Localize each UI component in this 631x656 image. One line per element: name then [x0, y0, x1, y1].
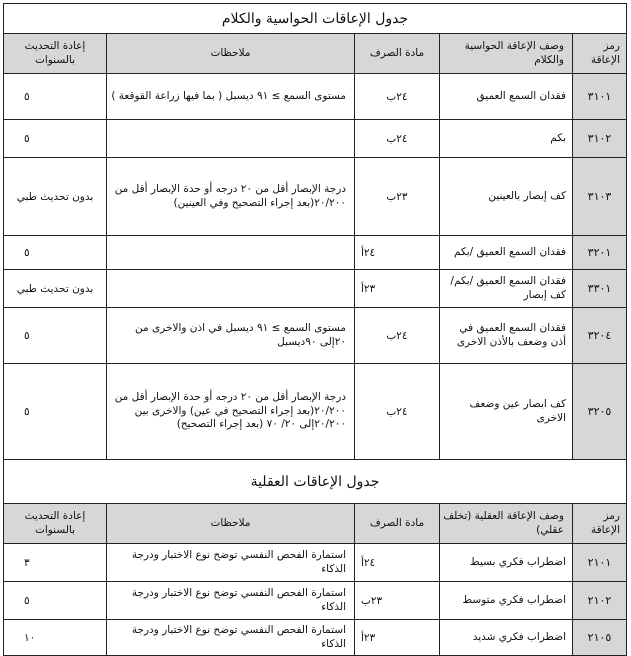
- notes: مستوى السمع ≥ ٩١ ديسبل ( بما فيها زراعة القوقعة ): [107, 74, 355, 120]
- table-row: [4, 308, 627, 364]
- disability-code: ٢١٠١: [573, 544, 627, 582]
- sensory-table-title: جدول الإعاقات الحواسية والكلام: [4, 4, 627, 34]
- header-description: وصف الإعاقة الحواسية والكلام: [440, 34, 573, 74]
- update-years: ٥: [4, 120, 107, 158]
- update-years: بدون تحديث طبي: [4, 158, 107, 236]
- disability-codes-sheet: [3, 3, 626, 656]
- table-row: [4, 364, 627, 460]
- table-row: [4, 582, 627, 620]
- notes: استمارة الفحص النفسي توضح نوع الاختبار ودرجة الذكاء: [107, 620, 355, 656]
- expense-code: ٢٤ب: [355, 308, 440, 364]
- table-row: [4, 74, 627, 120]
- header-expense: مادة الصرف: [355, 504, 440, 544]
- notes: درجة الإبصار أقل من ٢٠ درجه أو حدة الإبصار أقل من ٢٠/٢٠٠(بعد إجراء التصحيح وفي العينين): [107, 158, 355, 236]
- disability-description: فقدان السمع العميق: [440, 74, 573, 120]
- header-update: إعادة التحديث بالسنوات: [4, 34, 107, 74]
- mental-header-row: [4, 504, 627, 544]
- header-code: رمز الإعاقة: [573, 34, 627, 74]
- table-row: [4, 270, 627, 308]
- header-notes: ملاحظات: [107, 504, 355, 544]
- disability-code: ٣٢٠٤: [573, 308, 627, 364]
- disability-code: ٢١٠٥: [573, 620, 627, 656]
- header-notes: ملاحظات: [107, 34, 355, 74]
- table-row: [4, 236, 627, 270]
- disability-description: اضطراب فكري شديد: [440, 620, 573, 656]
- table-row: [4, 544, 627, 582]
- expense-code: ٢٤ب: [355, 74, 440, 120]
- mental-table-title: جدول الإعاقات العقلية: [4, 460, 627, 504]
- notes: استمارة الفحص النفسي توضح نوع الاختبار ودرجة الذكاء: [107, 544, 355, 582]
- table-row: [4, 620, 627, 656]
- expense-code: ٢٣ب: [355, 158, 440, 236]
- update-years: بدون تحديث طبي: [4, 270, 107, 308]
- update-years: ٣: [4, 544, 107, 582]
- update-years: ٥: [4, 236, 107, 270]
- update-years: ٥: [4, 74, 107, 120]
- table-row: [4, 158, 627, 236]
- expense-code: ٢٤أ: [355, 236, 440, 270]
- notes: درجة الإبصار أقل من ٢٠ درجه أو حدة الإبصار أقل من ٢٠/٢٠٠(بعد إجراء التصحيح في عين) والاخرى بين ٢٠/٢٠٠إلى ٢٠/ ٧٠ (بعد إجراء التصحيح): [107, 364, 355, 460]
- notes: مستوى السمع ≥ ٩١ ديسبل في اذن والاخرى من ٢٠إلى ٩٠ديسبل: [107, 308, 355, 364]
- disability-description: فقدان السمع العميق في أذن وضعف بالأذن الاخرى: [440, 308, 573, 364]
- disability-code: ٣١٠٢: [573, 120, 627, 158]
- notes: [107, 120, 355, 158]
- disability-description: كف ابصار عين وضعف الاخرى: [440, 364, 573, 460]
- expense-code: ٢٤ب: [355, 364, 440, 460]
- update-years: ٥: [4, 364, 107, 460]
- expense-code: ٢٣أ: [355, 270, 440, 308]
- notes: [107, 236, 355, 270]
- disability-code: ٣١٠٣: [573, 158, 627, 236]
- disability-description: اضطراب فكري بسيط: [440, 544, 573, 582]
- header-code: رمز الإعاقة: [573, 504, 627, 544]
- disability-code: ٢١٠٢: [573, 582, 627, 620]
- disability-description: فقدان السمع العميق /بكم: [440, 236, 573, 270]
- disability-description: اضطراب فكري متوسط: [440, 582, 573, 620]
- disability-code: ٣٣٠١: [573, 270, 627, 308]
- disability-code: ٣٢٠٥: [573, 364, 627, 460]
- disability-code: ٣٢٠١: [573, 236, 627, 270]
- header-description: وصف الإعاقة العقلية (تخلف عقلي): [440, 504, 573, 544]
- disability-description: فقدان السمع العميق /بكم/كف إبصار: [440, 270, 573, 308]
- disability-description: كف إبصار بالعينين: [440, 158, 573, 236]
- expense-code: ٢٣ب: [355, 582, 440, 620]
- disability-table: [3, 3, 627, 656]
- update-years: ٥: [4, 582, 107, 620]
- expense-code: ٢٤أ: [355, 544, 440, 582]
- disability-code: ٣١٠١: [573, 74, 627, 120]
- notes: استمارة الفحص النفسي توضح نوع الاختبار ودرجة الذكاء: [107, 582, 355, 620]
- header-update: إعادة التحديث بالسنوات: [4, 504, 107, 544]
- expense-code: ٢٤ب: [355, 120, 440, 158]
- notes: [107, 270, 355, 308]
- sensory-header-row: [4, 34, 627, 74]
- table-row: [4, 120, 627, 158]
- update-years: ٥: [4, 308, 107, 364]
- expense-code: ٢٣أ: [355, 620, 440, 656]
- header-expense: مادة الصرف: [355, 34, 440, 74]
- disability-description: بكم: [440, 120, 573, 158]
- update-years: ١٠: [4, 620, 107, 656]
